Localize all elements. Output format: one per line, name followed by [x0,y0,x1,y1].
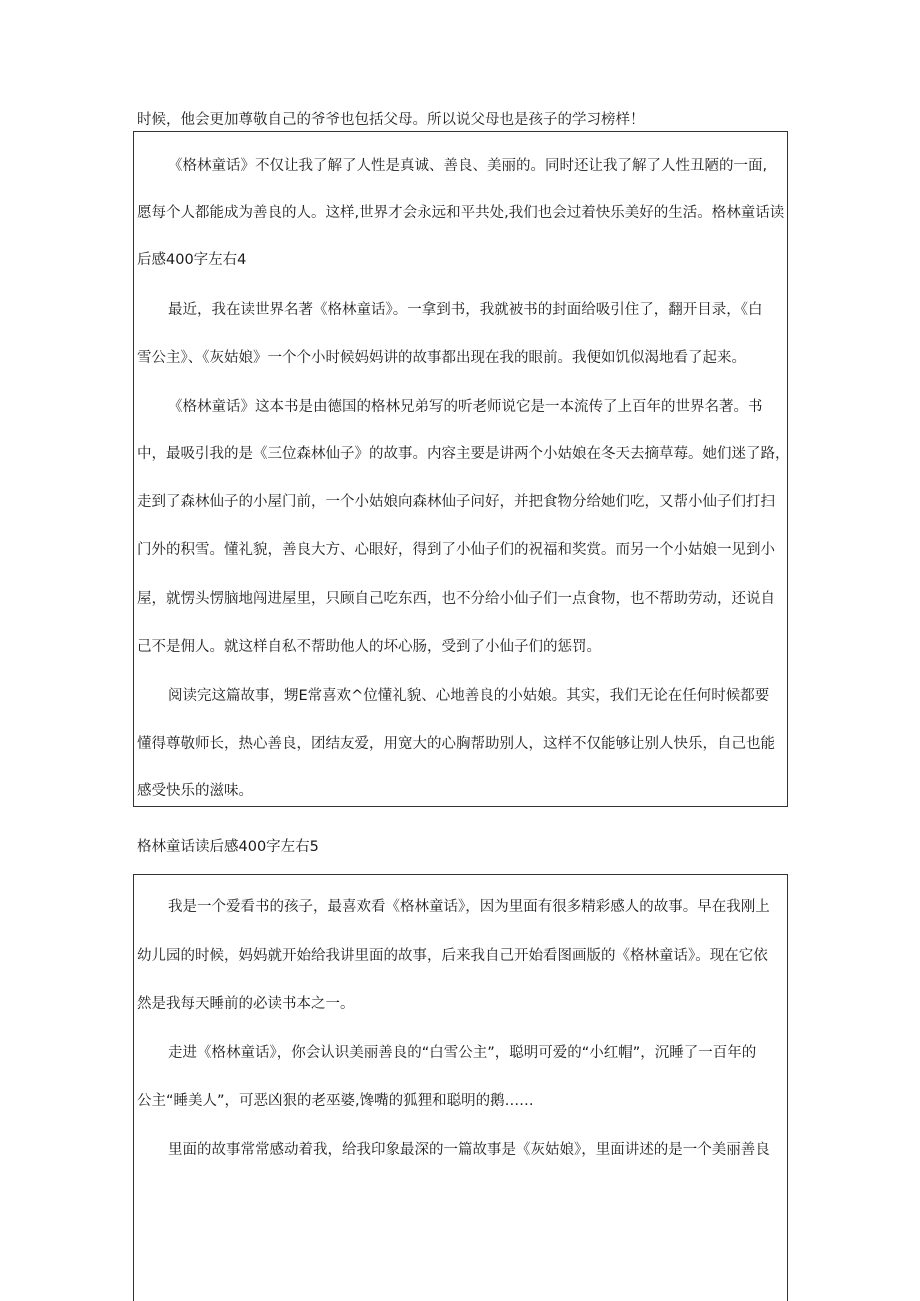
paragraph-line: 我是一个爱看书的孩子，最喜欢看《格林童话》，因为里面有很多精彩感人的故事。早在我刚上 [168,899,770,915]
paragraph-line: 中，最吸引我的是《三位森林仙子》的故事。内容主要是讲两个小姑娘在冬天去摘草莓。她们迷了路， [137,446,790,462]
paragraph-line: 《格林童话》这本书是由德国的格林兄弟写的听老师说它是一本流传了上百年的世界名著。书 [168,399,763,415]
paragraph-line: 懂得尊敬师长，热心善良，团结友爱，用宽大的心胸帮助别人，这样不仅能够让别人快乐，自己也能 [137,736,775,752]
paragraph-line: 最近，我在读世界名著《格林童话》。一拿到书，我就被书的封面给吸引住了，翻开目录，《白 [168,302,763,318]
paragraph-line: 屋，就愣头愣脑地闯进屋里，只顾自己吃东西，也不分给小仙子们一点食物，也不帮助劳动，还说自 [137,591,775,607]
paragraph-line: 然是我每天睡前的必读书本之一。 [137,996,355,1012]
top-text-line: 时候，他会更加尊敬自己的爷爷也包括父母。所以说父母也是孩子的学习榜样！ [137,112,645,128]
paragraph-line: 公主“睡美人”，可恶凶狠的老巫婆,馋嘴的狐狸和聪明的鹅…… [137,1093,534,1109]
paragraph-line: 幼儿园的时候，妈妈就开始给我讲里面的故事，后来我自己开始看图画版的《格林童话》。现在它依 [137,948,768,964]
paragraph-line: 雪公主》、《灰姑娘》一个个小时候妈妈讲的故事都出现在我的眼前。我便如饥似渴地看了起来。 [137,350,746,366]
paragraph-line: 己不是佣人。就这样自私不帮助他人的坏心肠，受到了小仙子们的惩罚。 [137,639,601,655]
paragraph-line: 门外的积雪。懂礼貌，善良大方、心眼好，得到了小仙子们的祝福和奖赏。而另一个小姑娘一见到小 [137,542,775,558]
paragraph-line: 阅读完这篇故事，甥E常喜欢^位懂礼貌、心地善良的小姑娘。其实，我们无论在任何时候都要 [168,688,770,704]
section-5-box [133,874,788,1301]
section-4-heading: 后感400字左右4 [137,252,247,268]
paragraph-line: 里面的故事常常感动着我，给我印象最深的一篇故事是《灰姑娘》，里面讲述的是一个美丽善良 [168,1142,770,1158]
section-5-heading: 格林童话读后感400字左右5 [137,839,319,855]
paragraph-line: 《格林童话》不仅让我了解了人性是真诚、善良、美丽的。同时还让我了解了人性丑陋的一面, [168,158,768,174]
paragraph-line: 感受快乐的滋味。 [137,783,253,799]
paragraph-line: 走进《格林童话》，你会认识美丽善良的“白雪公主”，聪明可爱的“小红帽”，沉睡了一百年的 [168,1045,757,1061]
paragraph-line: 走到了森林仙子的小屋门前，一个小姑娘向森林仙子问好，并把食物分给她们吃，又帮小仙子们打扫 [137,494,775,510]
paragraph-line: 愿每个人都能成为善良的人。这样,世界才会永远和平共处,我们也会过着快乐美好的生活。格林童话读 [137,205,785,221]
